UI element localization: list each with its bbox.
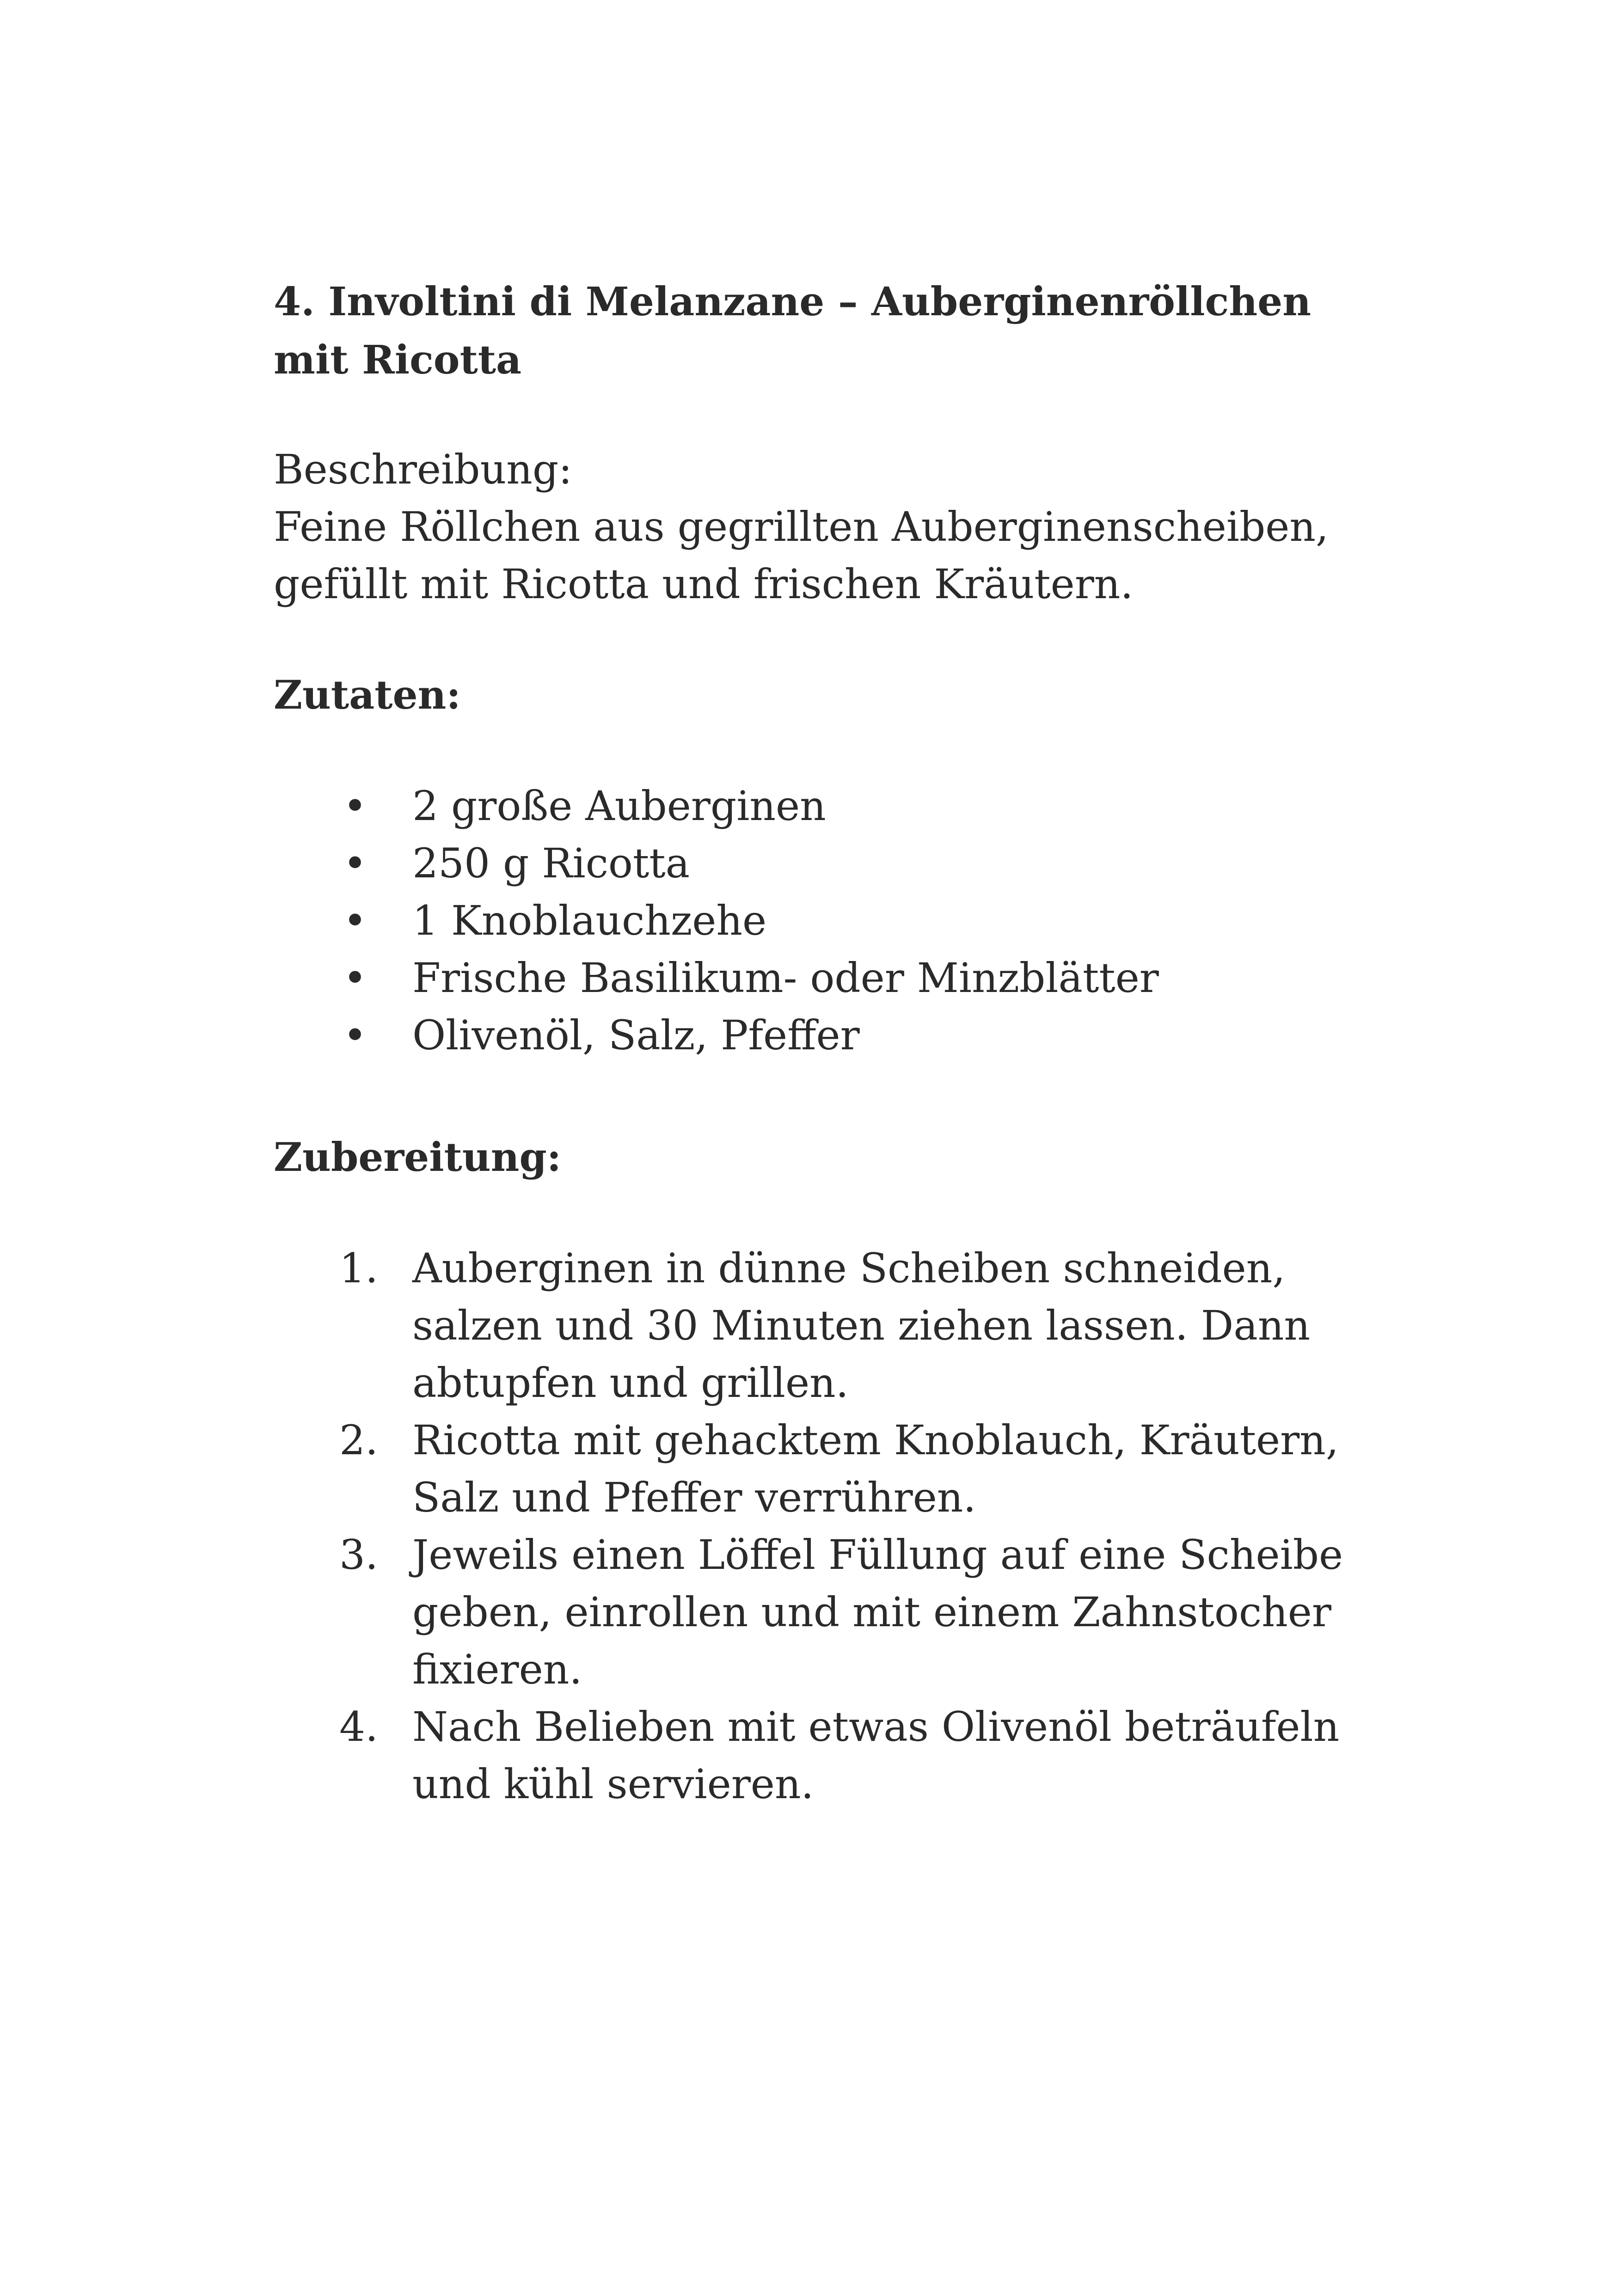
step-line: salzen und 30 Minuten ziehen lassen. Dann: [412, 1302, 1311, 1349]
step-line: abtupfen und grillen.: [412, 1359, 849, 1407]
ingredient-text: Frische Basilikum- oder Minzblätter: [412, 954, 1159, 1002]
ingredients-list: [274, 778, 1392, 1064]
bullet-icon: •: [343, 954, 367, 1002]
step-number: 1.: [339, 1244, 378, 1292]
description-line-2: gefüllt mit Ricotta und frischen Kräutern.: [274, 560, 1134, 608]
recipe-title: [274, 273, 1392, 389]
step-number: 4.: [339, 1703, 378, 1751]
ingredient-text: 250 g Ricotta: [412, 839, 690, 887]
list-item: [274, 835, 1392, 892]
step-number: 3.: [339, 1531, 378, 1579]
bullet-icon: •: [343, 1011, 367, 1059]
step-line: fixieren.: [412, 1646, 582, 1693]
recipe-title-line-2: mit Ricotta: [274, 337, 522, 383]
description-line-1: Feine Röllchen aus gegrillten Auberginenscheiben,: [274, 503, 1329, 551]
preparation-heading: Zubereitung:: [274, 1134, 562, 1181]
step-line: Ricotta mit gehacktem Knoblauch, Kräutern,: [412, 1416, 1339, 1464]
bullet-icon: •: [343, 782, 367, 830]
ingredient-text: Olivenöl, Salz, Pfeffer: [412, 1011, 860, 1059]
step-line: Jeweils einen Löffel Füllung auf eine Scheibe: [412, 1531, 1343, 1579]
list-item: [274, 892, 1392, 949]
list-item: [274, 1698, 1392, 1813]
step-line: geben, einrollen und mit einem Zahnstocher: [412, 1588, 1331, 1636]
step-line: Auberginen in dünne Scheiben schneiden,: [412, 1244, 1286, 1292]
bullet-icon: •: [343, 839, 367, 887]
step-number: 2.: [339, 1416, 378, 1464]
step-line: Salz und Pfeffer verrühren.: [412, 1474, 976, 1521]
list-item: [274, 1007, 1392, 1064]
list-item: [274, 1412, 1392, 1526]
recipe-content: [274, 273, 1392, 1813]
list-item: [274, 1526, 1392, 1698]
list-item: [274, 949, 1392, 1007]
recipe-title-line-1: 4. Involtini di Melanzane – Auberginenröllchen: [274, 279, 1311, 325]
ingredient-text: 1 Knoblauchzehe: [412, 897, 767, 944]
preparation-steps: [274, 1240, 1392, 1813]
step-line: Nach Belieben mit etwas Olivenöl beträufeln: [412, 1703, 1340, 1751]
ingredients-heading: Zutaten:: [274, 672, 461, 718]
description-label: Beschreibung:: [274, 446, 572, 493]
bullet-icon: •: [343, 897, 367, 944]
step-line: und kühl servieren.: [412, 1760, 814, 1808]
list-item: [274, 778, 1392, 835]
list-item: [274, 1240, 1392, 1412]
description-text: [274, 498, 1392, 613]
ingredient-text: 2 große Auberginen: [412, 782, 826, 830]
